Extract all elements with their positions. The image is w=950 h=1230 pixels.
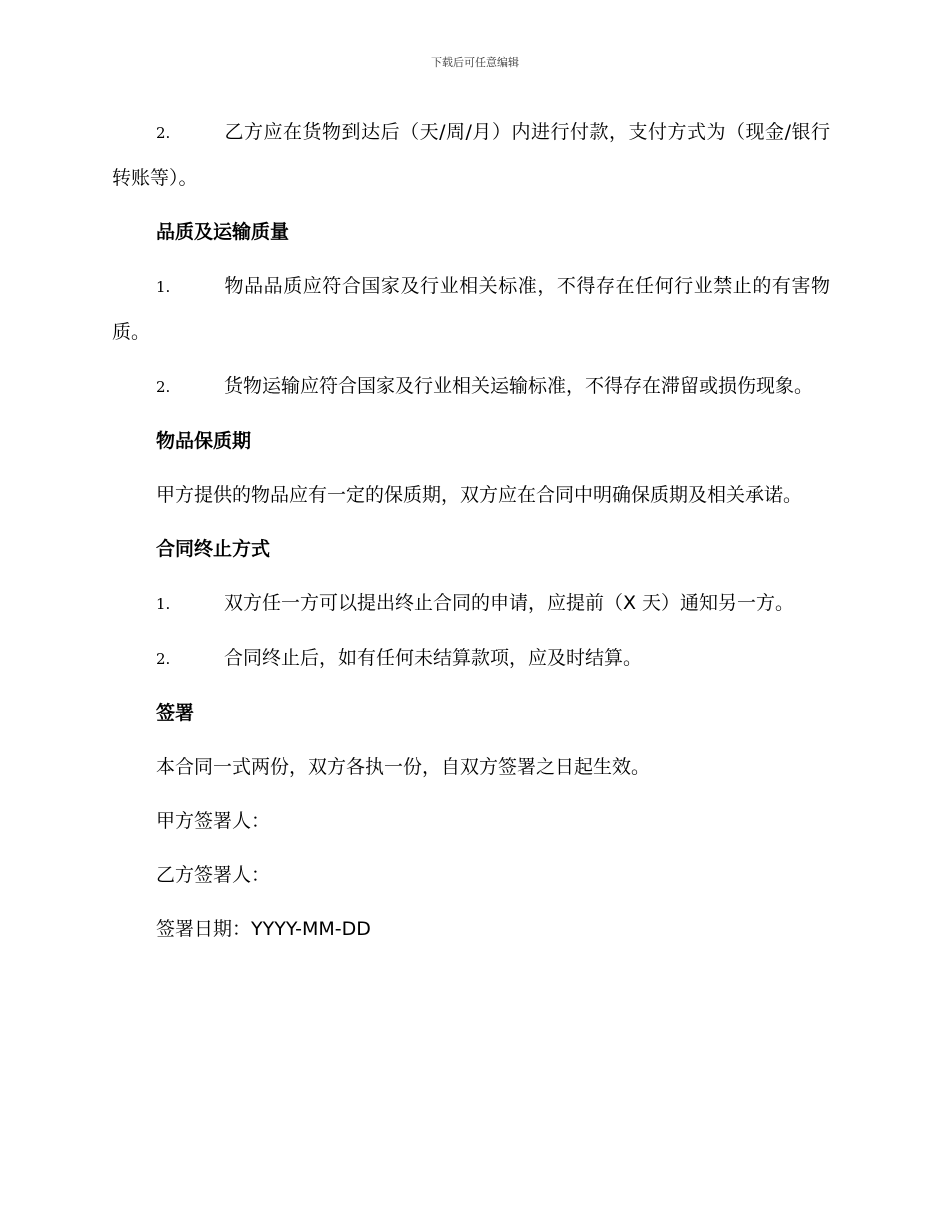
header-note: 下载后可任意编辑 bbox=[431, 56, 519, 69]
item-text: 乙方应在货物到达后（天/周/月）内进行付款，支付方式为（现金/银行转账等）。 bbox=[112, 121, 830, 189]
document-body bbox=[112, 110, 830, 961]
signing-text: 本合同一式两份，双方各执一份，自双方签署之日起生效。 bbox=[156, 756, 651, 778]
section-heading-quality: 品质及运输质量 bbox=[156, 221, 290, 243]
quality-item-2 bbox=[112, 364, 830, 410]
party-a-signatory: 甲方签署人： bbox=[156, 810, 271, 832]
item-text: 合同终止后，如有任何未结算款项，应及时结算。 bbox=[224, 647, 643, 669]
quality-item-1 bbox=[112, 264, 830, 355]
termination-item-1 bbox=[112, 581, 830, 627]
item-number: 1. bbox=[156, 595, 171, 613]
item-number: 2. bbox=[156, 378, 171, 396]
shelf-life-text: 甲方提供的物品应有一定的保质期，双方应在合同中明确保质期及相关承诺。 bbox=[156, 484, 803, 506]
item-text: 物品品质应符合国家及行业相关标准，不得存在任何行业禁止的有害物质。 bbox=[112, 275, 830, 343]
payment-item-2 bbox=[112, 110, 830, 201]
section-heading-shelf-life: 物品保质期 bbox=[156, 430, 252, 452]
item-number: 2. bbox=[156, 124, 171, 142]
section-heading-termination: 合同终止方式 bbox=[156, 538, 271, 560]
item-text: 货物运输应符合国家及行业相关运输标准，不得存在滞留或损伤现象。 bbox=[224, 375, 814, 397]
party-b-signatory: 乙方签署人： bbox=[156, 864, 271, 886]
item-text: 双方任一方可以提出终止合同的申请，应提前（X 天）通知另一方。 bbox=[224, 592, 795, 614]
item-number: 1. bbox=[156, 278, 171, 296]
signing-date: 签署日期：YYYY-MM-DD bbox=[156, 918, 371, 940]
section-heading-signing: 签署 bbox=[156, 702, 195, 724]
termination-item-2 bbox=[112, 636, 830, 682]
item-number: 2. bbox=[156, 650, 171, 668]
